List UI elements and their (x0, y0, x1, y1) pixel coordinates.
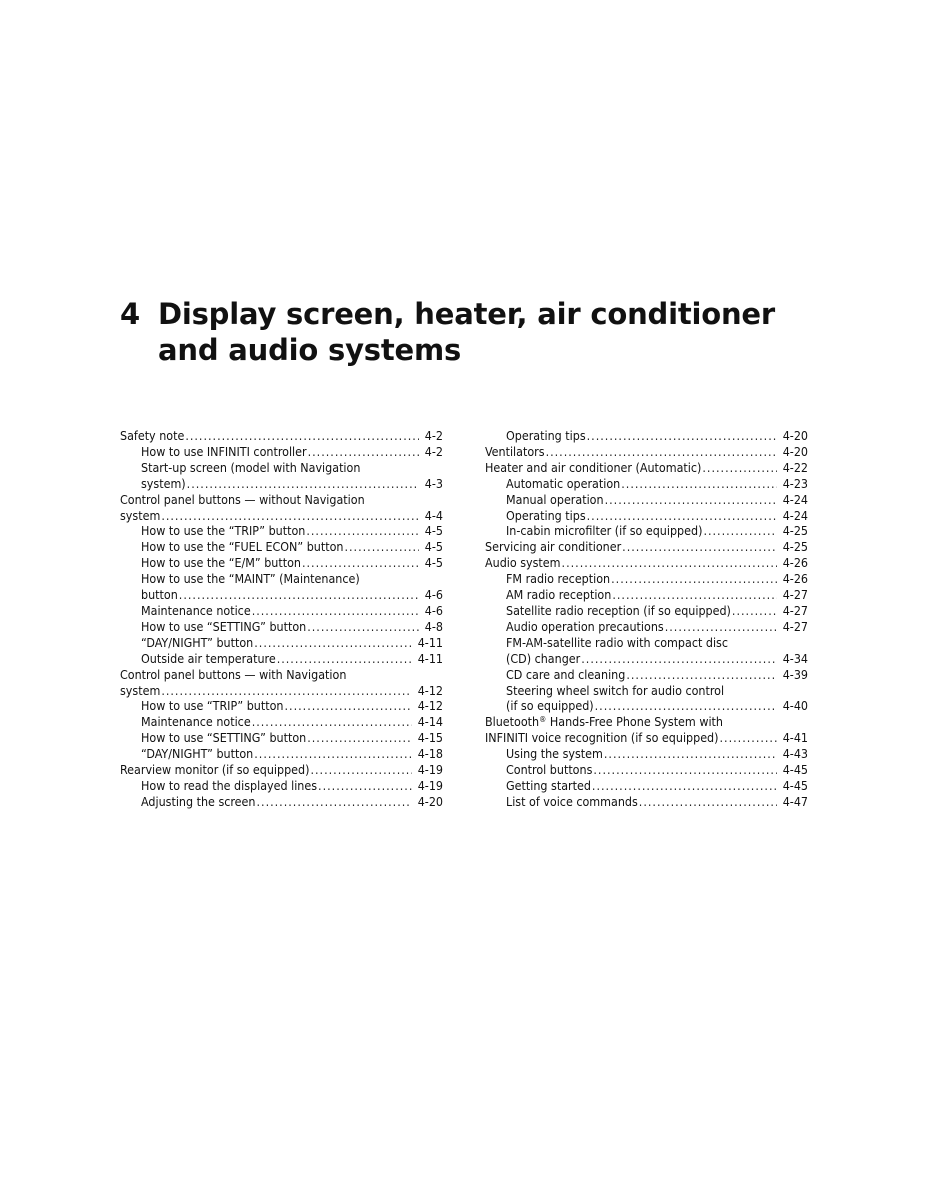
toc-page-number: 4-3 (424, 475, 443, 491)
dot-leader (285, 698, 412, 714)
toc-entry-row (141, 587, 443, 603)
toc-entry-row (485, 555, 808, 571)
toc-entry[interactable] (485, 778, 808, 794)
dot-leader (665, 619, 777, 635)
toc-page-number: 4-45 (782, 777, 808, 793)
toc-right-column (485, 428, 808, 810)
toc-entry[interactable] (120, 794, 443, 810)
toc-entry-title: Operating tips (506, 428, 586, 443)
toc-page-number: 4-24 (782, 507, 808, 523)
toc-page-number: 4-2 (424, 443, 443, 459)
toc-entry-title-line: Start-up screen (model with Navigation (141, 459, 361, 475)
toc-entry-row (485, 730, 808, 746)
toc-entry-row (485, 460, 808, 476)
toc-entry[interactable] (120, 444, 443, 460)
toc-entry[interactable] (485, 492, 808, 508)
toc-entry-title: Rearview monitor (if so equipped) (120, 762, 310, 778)
toc-entry[interactable] (120, 635, 443, 651)
toc-entry-row (141, 444, 443, 460)
dot-leader (185, 428, 418, 444)
toc-entry-title: How to use “SETTING” button (141, 618, 307, 634)
chapter-number: 4 (120, 297, 140, 331)
toc-page-number: 4-20 (782, 428, 808, 443)
toc-entry-title: Maintenance notice (141, 714, 251, 730)
toc-page-number: 4-23 (782, 475, 808, 491)
toc-page-number: 4-34 (782, 650, 808, 666)
dot-leader (605, 492, 777, 508)
toc-entry[interactable] (120, 714, 443, 730)
dot-leader (581, 651, 776, 667)
toc-entry-row (485, 444, 808, 460)
toc-page-number: 4-5 (424, 555, 443, 571)
toc-page-number: 4-5 (424, 523, 443, 539)
dot-leader (604, 746, 777, 762)
toc-entry[interactable] (485, 587, 808, 603)
toc-entry-row (141, 476, 443, 492)
toc-entry[interactable] (120, 492, 443, 524)
toc-entry-row (506, 428, 808, 444)
toc-entry-row (141, 603, 443, 619)
toc-entry-title: How to use “TRIP” button (141, 698, 284, 714)
dot-leader (310, 762, 411, 778)
toc-entry[interactable] (485, 794, 808, 810)
toc-entry-row (141, 698, 443, 714)
toc-entry-row (506, 746, 808, 762)
dot-leader (254, 635, 411, 651)
toc-entry-row (506, 492, 808, 508)
toc-entry-row (506, 651, 808, 667)
dot-leader (161, 508, 418, 524)
toc-entry-title: “DAY/NIGHT” button (141, 746, 254, 762)
toc-entry-title: system (120, 682, 161, 698)
toc-entry-title: CD care and cleaning (506, 666, 626, 682)
toc-page-number: 4-27 (782, 618, 808, 634)
toc-entry-title: Servicing air conditioner (485, 539, 622, 555)
toc-entry-row (506, 508, 808, 524)
toc-entry-row (141, 555, 443, 571)
toc-entry[interactable] (485, 714, 808, 746)
toc-entry-row (506, 698, 808, 714)
dot-leader (611, 571, 777, 587)
toc-entry-title: Getting started (506, 777, 591, 793)
toc-page-number: 4-4 (424, 507, 443, 523)
toc-page-number: 4-8 (424, 618, 443, 634)
dot-leader (626, 667, 776, 683)
toc-entry[interactable] (485, 603, 808, 619)
dot-leader (592, 778, 777, 794)
toc-entry[interactable] (120, 460, 443, 492)
toc-entry[interactable] (485, 762, 808, 778)
dot-leader (639, 794, 777, 810)
toc-entry-title: Audio operation precautions (506, 618, 664, 634)
toc-page-number: 4-12 (417, 682, 443, 698)
toc-entry[interactable] (120, 539, 443, 555)
toc-entry-title: Control buttons (506, 762, 593, 778)
toc-page-number: 4-24 (782, 491, 808, 507)
dot-leader (595, 698, 777, 714)
toc-entry-row (141, 635, 443, 651)
toc-entry-title: List of voice commands (506, 793, 638, 809)
toc-page-number: 4-6 (424, 587, 443, 603)
toc-entry-row (506, 571, 808, 587)
toc-entry-title: Maintenance notice (141, 602, 251, 618)
toc-entry-title-line: Control panel buttons — with Navigation (120, 666, 347, 682)
toc-entry-row (120, 683, 443, 699)
toc-entry[interactable] (485, 555, 808, 571)
toc-entry-title: In-cabin microfilter (if so equipped) (506, 523, 703, 539)
dot-leader (587, 428, 777, 444)
dot-leader (732, 603, 777, 619)
toc-page-number: 4-15 (417, 730, 443, 746)
toc-entry-title: Adjusting the screen (141, 793, 256, 809)
dot-leader (344, 539, 418, 555)
toc-entry-title: How to use “SETTING” button (141, 730, 307, 746)
toc-entry[interactable] (120, 730, 443, 746)
toc-entry-title: Outside air temperature (141, 650, 276, 666)
toc-page-number: 4-19 (417, 777, 443, 793)
chapter-title: Display screen, heater, air conditioner and audio systems (158, 297, 775, 367)
toc-entry[interactable] (120, 523, 443, 539)
dot-leader (587, 508, 777, 524)
toc-page-number: 4-25 (782, 539, 808, 555)
toc-page-number: 4-20 (417, 793, 443, 809)
toc-entry-title: Ventilators (485, 443, 545, 459)
toc-entry[interactable] (485, 428, 808, 444)
toc-entry[interactable] (485, 476, 808, 492)
toc-entry-title: How to use the “TRIP” button (141, 523, 306, 539)
toc-entry[interactable] (485, 667, 808, 683)
toc-page-number: 4-25 (782, 523, 808, 539)
dot-leader (179, 587, 419, 603)
toc-entry-title: Safety note (120, 428, 185, 443)
toc-entry-row (120, 428, 443, 444)
toc-page-number: 4-20 (782, 443, 808, 459)
toc-entry[interactable] (485, 619, 808, 635)
toc-entry-title: Automatic operation (506, 475, 621, 491)
toc-page-number: 4-27 (782, 602, 808, 618)
toc-entry-title: button (141, 587, 178, 603)
chapter-heading (120, 296, 820, 368)
toc-entry-row (506, 523, 808, 539)
toc-entry-title: system (120, 507, 161, 523)
toc-page-number: 4-45 (782, 762, 808, 778)
dot-leader (546, 444, 777, 460)
dot-leader (703, 523, 776, 539)
toc-left-column (120, 428, 443, 810)
dot-leader (187, 476, 419, 492)
toc-page-number: 4-41 (782, 730, 808, 746)
toc-page-number: 4-12 (417, 698, 443, 714)
toc-page-number: 4-14 (417, 714, 443, 730)
toc-entry[interactable] (120, 762, 443, 778)
toc-entry-title-line: Steering wheel switch for audio control (506, 682, 725, 698)
toc-entry[interactable] (120, 778, 443, 794)
registered-mark: ® (539, 715, 547, 725)
toc-entry[interactable] (485, 460, 808, 476)
toc-entry-title-line: Bluetooth® Hands-Free Phone System with (485, 714, 723, 730)
toc-page-number: 4-2 (424, 428, 443, 443)
dot-leader (277, 651, 412, 667)
toc-entry[interactable] (485, 635, 808, 667)
toc-entry[interactable] (120, 619, 443, 635)
dot-leader (307, 619, 419, 635)
toc-entry[interactable] (120, 603, 443, 619)
toc-page-number: 4-43 (782, 746, 808, 762)
dot-leader (306, 523, 418, 539)
toc-entry-row (141, 523, 443, 539)
toc-page-number: 4-26 (782, 571, 808, 587)
toc-entry-title: FM radio reception (506, 571, 611, 587)
toc-page-number: 4-19 (417, 762, 443, 778)
toc-entry-row (120, 762, 443, 778)
dot-leader (593, 762, 776, 778)
toc-entry[interactable] (485, 523, 808, 539)
dot-leader (612, 587, 776, 603)
toc-entry-row (141, 539, 443, 555)
toc-entry[interactable] (485, 746, 808, 762)
toc-entry[interactable] (120, 428, 443, 444)
toc-entry-title: Manual operation (506, 491, 604, 507)
toc-entry-title-line: Control panel buttons — without Navigation (120, 491, 365, 507)
toc-entry-title: Audio system (485, 555, 561, 571)
toc-entry-title: How to use INFINITI controller (141, 443, 307, 459)
dot-leader (702, 460, 776, 476)
toc-page-number: 4-5 (424, 539, 443, 555)
toc-entry-title: How to read the displayed lines (141, 777, 318, 793)
toc-entry-row (141, 778, 443, 794)
toc-entry-title: system) (141, 475, 186, 491)
toc-page-number: 4-27 (782, 587, 808, 603)
toc-page-number: 4-11 (417, 634, 443, 650)
toc-entry-title: “DAY/NIGHT” button (141, 634, 254, 650)
toc-entry[interactable] (120, 555, 443, 571)
dot-leader (302, 555, 419, 571)
toc-entry[interactable] (485, 571, 808, 587)
toc-entry-row (506, 603, 808, 619)
toc-page-number: 4-47 (782, 793, 808, 809)
dot-leader (622, 539, 777, 555)
toc-entry[interactable] (120, 698, 443, 714)
dot-leader (252, 603, 419, 619)
toc-entry-title: How to use the “E/M” button (141, 555, 301, 571)
toc-entry-row (506, 619, 808, 635)
toc-entry[interactable] (120, 667, 443, 699)
toc-entry[interactable] (485, 683, 808, 715)
toc-page-number: 4-6 (424, 602, 443, 618)
toc-entry-title: (CD) changer (506, 650, 581, 666)
toc-entry-title-line: FM-AM-satellite radio with compact disc (506, 634, 728, 650)
toc-entry-title: (if so equipped) (506, 698, 594, 714)
dot-leader (720, 730, 777, 746)
toc-entry-row (141, 730, 443, 746)
toc-entry[interactable] (120, 651, 443, 667)
toc-entry[interactable] (485, 444, 808, 460)
toc-entry-title-line: How to use the “MAINT” (Maintenance) (141, 571, 360, 587)
toc-entry[interactable] (485, 539, 808, 555)
toc-entry-row (141, 651, 443, 667)
toc-entry-title: Using the system (506, 746, 603, 762)
toc-entry-title: AM radio reception (506, 587, 612, 603)
toc-entry-row (506, 778, 808, 794)
toc-page-number: 4-40 (782, 698, 808, 714)
dot-leader (252, 714, 412, 730)
toc-entry-row (141, 619, 443, 635)
dot-leader (621, 476, 776, 492)
toc-page-number: 4-11 (417, 650, 443, 666)
toc-entry-row (506, 762, 808, 778)
toc-entry-row (506, 667, 808, 683)
toc-entry[interactable] (485, 508, 808, 524)
toc-page-number: 4-26 (782, 555, 808, 571)
toc-entry[interactable] (120, 571, 443, 603)
toc-entry-row (506, 794, 808, 810)
toc-entry[interactable] (120, 746, 443, 762)
toc-page-number: 4-22 (782, 459, 808, 475)
toc-entry-title: Heater and air conditioner (Automatic) (485, 459, 702, 475)
toc-entry-title: Operating tips (506, 507, 586, 523)
dot-leader (254, 746, 411, 762)
toc-entry-title: How to use the “FUEL ECON” button (141, 539, 344, 555)
toc-entry-row (141, 794, 443, 810)
dot-leader (562, 555, 777, 571)
toc-entry-title: INFINITI voice recognition (if so equipped) (485, 730, 719, 746)
toc-entry-row (506, 587, 808, 603)
toc-entry-row (141, 746, 443, 762)
toc-entry-row (506, 476, 808, 492)
toc-entry-title: Satellite radio reception (if so equipped) (506, 602, 731, 618)
dot-leader (307, 730, 411, 746)
dot-leader (256, 794, 411, 810)
toc-entry-row (141, 714, 443, 730)
toc-page-number: 4-39 (782, 666, 808, 682)
toc-entry-row (485, 539, 808, 555)
toc-page-number: 4-18 (417, 746, 443, 762)
dot-leader (318, 778, 412, 794)
dot-leader (161, 683, 411, 699)
toc-entry-row (120, 508, 443, 524)
dot-leader (308, 444, 419, 460)
